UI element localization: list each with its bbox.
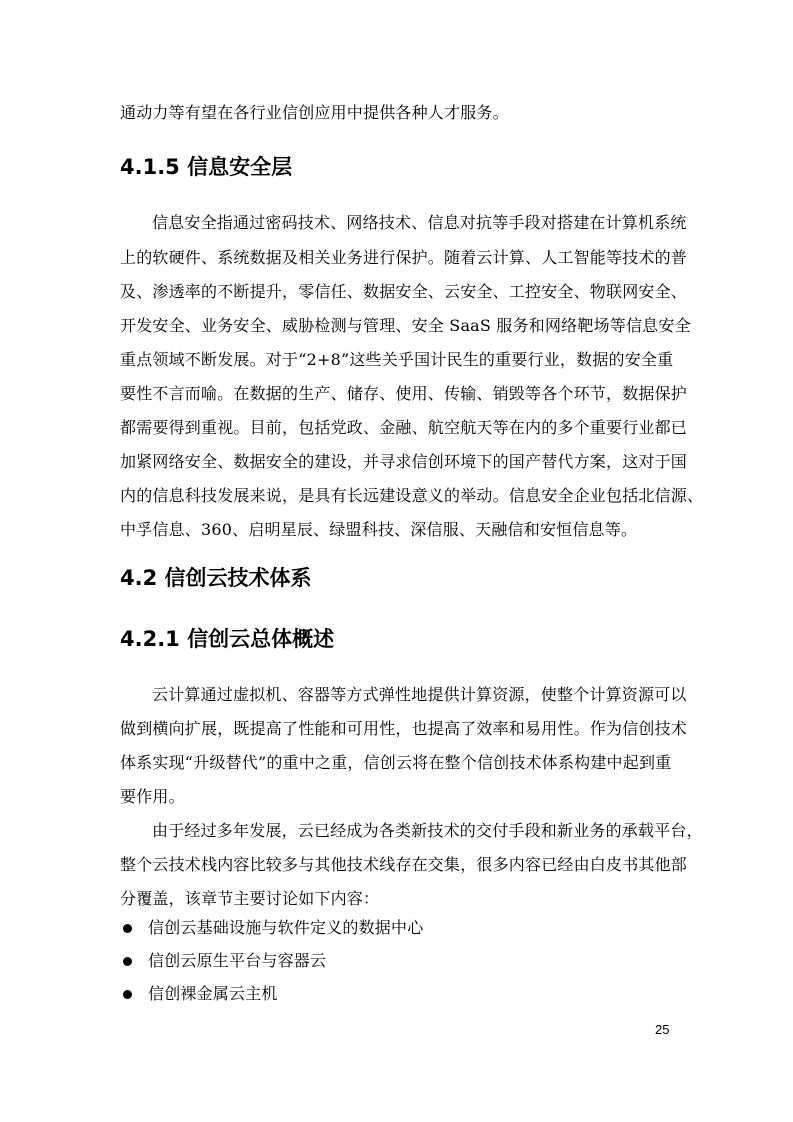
paragraph-line: 信息安全指通过密码技术、网络技术、信息对抗等手段对搭建在计算机系统: [152, 213, 687, 232]
section-heading-4-1-5: 4.1.5 信息安全层: [120, 155, 293, 179]
page-number: 25: [655, 1022, 670, 1037]
paragraph-line: 整个云技术栈内容比较多与其他技术线存在交集，很多内容已经由白皮书其他部: [120, 855, 688, 874]
paragraph-line: 要作用。: [120, 787, 185, 806]
list-item-text: 信创裸金属云主机: [148, 984, 278, 1003]
paragraph-line: 上的软硬件、系统数据及相关业务进行保护。随着云计算、人工智能等技术的普: [120, 248, 688, 267]
paragraph-line: 云计算通过虚拟机、容器等方式弹性地提供计算资源，使整个计算资源可以: [152, 685, 687, 704]
paragraph-line: 重点领域不断发展。对于“2+8”这些关乎国计民生的重要行业，数据的安全重: [120, 350, 674, 369]
section-heading-4-2: 4.2 信创云技术体系: [120, 566, 312, 590]
bullet-dot-icon: [123, 990, 132, 999]
list-item-text: 信创云原生平台与容器云: [148, 951, 327, 970]
paragraph-line: 要性不言而喻。在数据的生产、储存、使用、传输、销毁等各个环节，数据保护: [120, 384, 688, 403]
paragraph-line: 分覆盖，该章节主要讨论如下内容：: [120, 889, 380, 908]
paragraph-line: 通动力等有望在各行业信创应用中提供各种人才服务。: [120, 103, 509, 122]
paragraph-line: 加紧网络安全、数据安全的建设，并寻求信创环境下的国产替代方案，这对于国: [120, 452, 688, 471]
paragraph-line: 做到横向扩展，既提高了性能和可用性，也提高了效率和易用性。作为信创技术: [120, 719, 688, 738]
list-item-text: 信创云基础设施与软件定义的数据中心: [148, 918, 424, 937]
paragraph-line: 内的信息科技发展来说，是具有长远建设意义的举动。信息安全企业包括北信源、: [120, 486, 704, 505]
paragraph-line: 开发安全、业务安全、威胁检测与管理、安全 SaaS 服务和网络靶场等信息安全: [120, 316, 691, 335]
list-item: [120, 984, 278, 1004]
list-item: [120, 918, 423, 938]
section-heading-4-2-1: 4.2.1 信创云总体概述: [120, 627, 335, 651]
paragraph-line: 由于经过多年发展，云已经成为各类新技术的交付手段和新业务的承载平台，: [152, 821, 703, 840]
paragraph-line: 体系实现“升级替代”的重中之重，信创云将在整个信创技术体系构建中起到重: [120, 753, 672, 772]
paragraph-line: 中孚信息、360、启明星辰、绿盟科技、深信服、天融信和安恒信息等。: [120, 520, 638, 539]
bullet-dot-icon: [123, 957, 132, 966]
bullet-dot-icon: [123, 924, 132, 933]
paragraph-line: 及、渗透率的不断提升，零信任、数据安全、云安全、工控安全、物联网安全、: [120, 282, 688, 301]
list-item: [120, 951, 326, 971]
paragraph-line: 都需要得到重视。目前，包括党政、金融、航空航天等在内的多个重要行业都已: [120, 418, 688, 437]
